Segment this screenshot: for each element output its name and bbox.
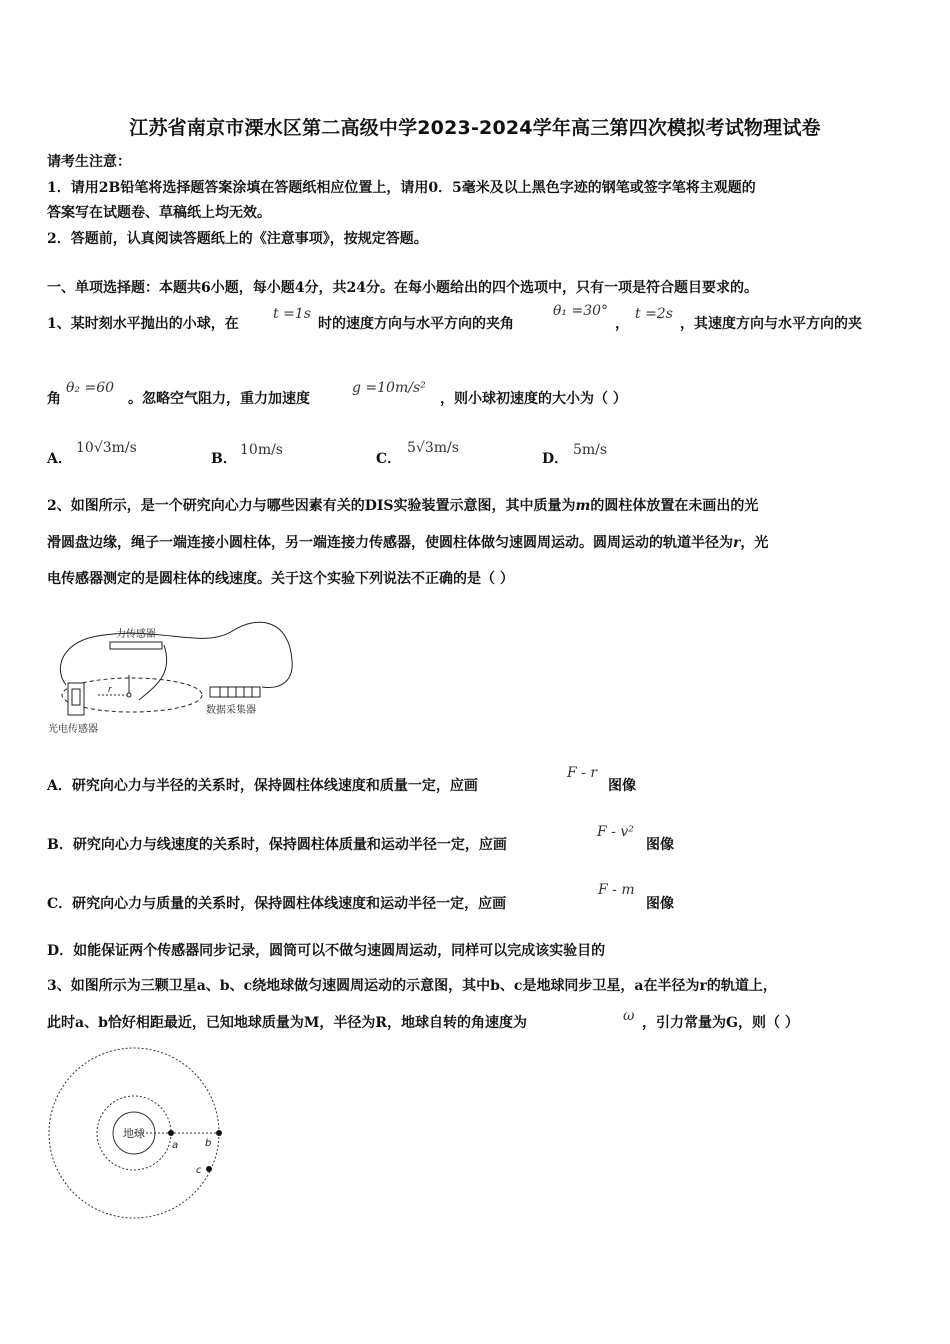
satellite-b-label: b (205, 1138, 212, 1149)
q1-option-a-label: A． (47, 451, 72, 467)
dis-apparatus-figure (44, 615, 304, 740)
q2-option-a-text: A．研究向心力与半径的关系时，保持圆柱体线速度和质量一定，应画 (47, 778, 478, 794)
q1-t2: t =2s (635, 306, 673, 322)
notice-line-1: 1．请用2B铅笔将选择题答案涂填在答题纸相应位置上，请用0．5毫米及以上黑色字迹的钢笔或签字笔将主观题的 (47, 180, 756, 196)
notice-line-2: 答案写在试题卷、草稿纸上均无效。 (47, 205, 271, 221)
q2-option-c-math: F - m (598, 882, 635, 898)
satellite-a (168, 1130, 174, 1136)
q2-option-b-end: 图像 (646, 837, 674, 853)
q1-option-c-value: 5√3m/s (407, 440, 459, 456)
q1-option-a-value: 10√3m/s (76, 440, 137, 456)
q2-option-b-text: B．研究向心力与线速度的关系时，保持圆柱体质量和运动半径一定，应画 (47, 837, 507, 853)
q2-line-1a: 2、如图所示，是一个研究向心力与哪些因素有关的DIS实验装置示意图，其中质量为 (47, 498, 576, 514)
satellite-b (216, 1130, 222, 1136)
q1-text-5: 。忽略空气阻力，重力加速度 (128, 391, 310, 407)
q1-option-c-label: C． (376, 451, 402, 467)
satellite-orbit-figure (46, 1045, 231, 1225)
satellite-c (206, 1166, 212, 1172)
q2-option-a-end: 图像 (608, 778, 636, 794)
force-sensor-box (110, 642, 162, 649)
q1-comma: ， (615, 316, 629, 332)
q1-text-4: 角 (47, 391, 61, 407)
photo-sensor-label: 光电传感器 (48, 724, 98, 735)
q2-option-d-text: D．如能保证两个传感器同步记录，圆筒可以不做匀速圆周运动，同样可以完成该实验目的 (47, 943, 606, 959)
q2-line-2a: 滑圆盘边缘，绳子一端连接小圆柱体，另一端连接力传感器，使圆柱体做匀速圆周运动。圆周运动的轨道半径为 (47, 535, 733, 551)
q2-mass-symbol: m (575, 498, 591, 514)
q1-t1: t =1s (273, 306, 311, 322)
q2-line-1 (47, 496, 758, 516)
q3-line-1: 3、如图所示为三颗卫星a、b、c绕地球做匀速圆周运动的示意图，其中b、c是地球同步卫星，a在半径为r的轨道上， (47, 978, 777, 994)
q3-line-2b: ，引力常量为G，则（ ） (642, 1015, 799, 1031)
satellite-a-label: a (172, 1140, 179, 1151)
notice-heading: 请考生注意： (47, 154, 131, 170)
q1-option-b-label: B． (211, 451, 237, 467)
q2-line-2b: ，光 (740, 535, 769, 551)
q2-option-c-end: 图像 (646, 896, 674, 912)
q2-option-a-math: F - r (567, 765, 598, 781)
q2-option-b-math: F - v² (597, 824, 634, 840)
q2-option-c-text: C．研究向心力与质量的关系时，保持圆柱体线速度和运动半径一定，应画 (47, 896, 507, 912)
q1-text-2: 时的速度方向与水平方向的夹角 (318, 316, 514, 332)
q2-line-1b: 的圆柱体放置在未画出的光 (590, 498, 759, 514)
q1-text-6: ，则小球初速度的大小为（ ） (440, 391, 627, 407)
q1-option-d-label: D． (542, 451, 569, 467)
q3-line-2 (47, 1013, 527, 1033)
earth-label: 地球 (123, 1127, 145, 1140)
q3-line-2a: 此时a、b恰好相距最近，已知地球质量为M，半径为R，地球自转的角速度为 (47, 1015, 527, 1031)
force-sensor-label: 力传感器 (116, 629, 156, 640)
q2-radius-symbol: r (733, 535, 741, 551)
q3-omega: ω (623, 1008, 635, 1024)
data-collector-label: 数据采集器 (206, 705, 256, 716)
page-title: 江苏省南京市溧水区第二高级中学2023-2024学年高三第四次模拟考试物理试卷 (129, 117, 821, 139)
q1-theta2: θ₂ =60 (66, 380, 115, 396)
q1-text-3: ，其速度方向与水平方向的夹 (680, 316, 862, 332)
q1-g: g =10m/s² (352, 380, 426, 396)
q2-line-3: 电传感器测定的是圆柱体的线速度。关于这个实验下列说法不正确的是（ ） (47, 571, 514, 587)
notice-line-3: 2．答题前，认真阅读答题纸上的《注意事项》，按规定答题。 (47, 231, 428, 247)
section-heading: 一、单项选择题：本题共6小题，每小题4分，共24分。在每小题给出的四个选项中，只有一项是符合题目要求的。 (47, 280, 758, 296)
q1-option-b-value: 10m/s (240, 442, 283, 458)
radius-label: r (108, 685, 112, 695)
q1-option-d-value: 5m/s (573, 442, 608, 458)
q1-theta1: θ₁ =30° (553, 303, 609, 319)
q2-line-2 (47, 533, 768, 553)
satellite-c-label: c (196, 1165, 202, 1176)
q1-text-1: 1、某时刻水平抛出的小球，在 (47, 316, 239, 332)
